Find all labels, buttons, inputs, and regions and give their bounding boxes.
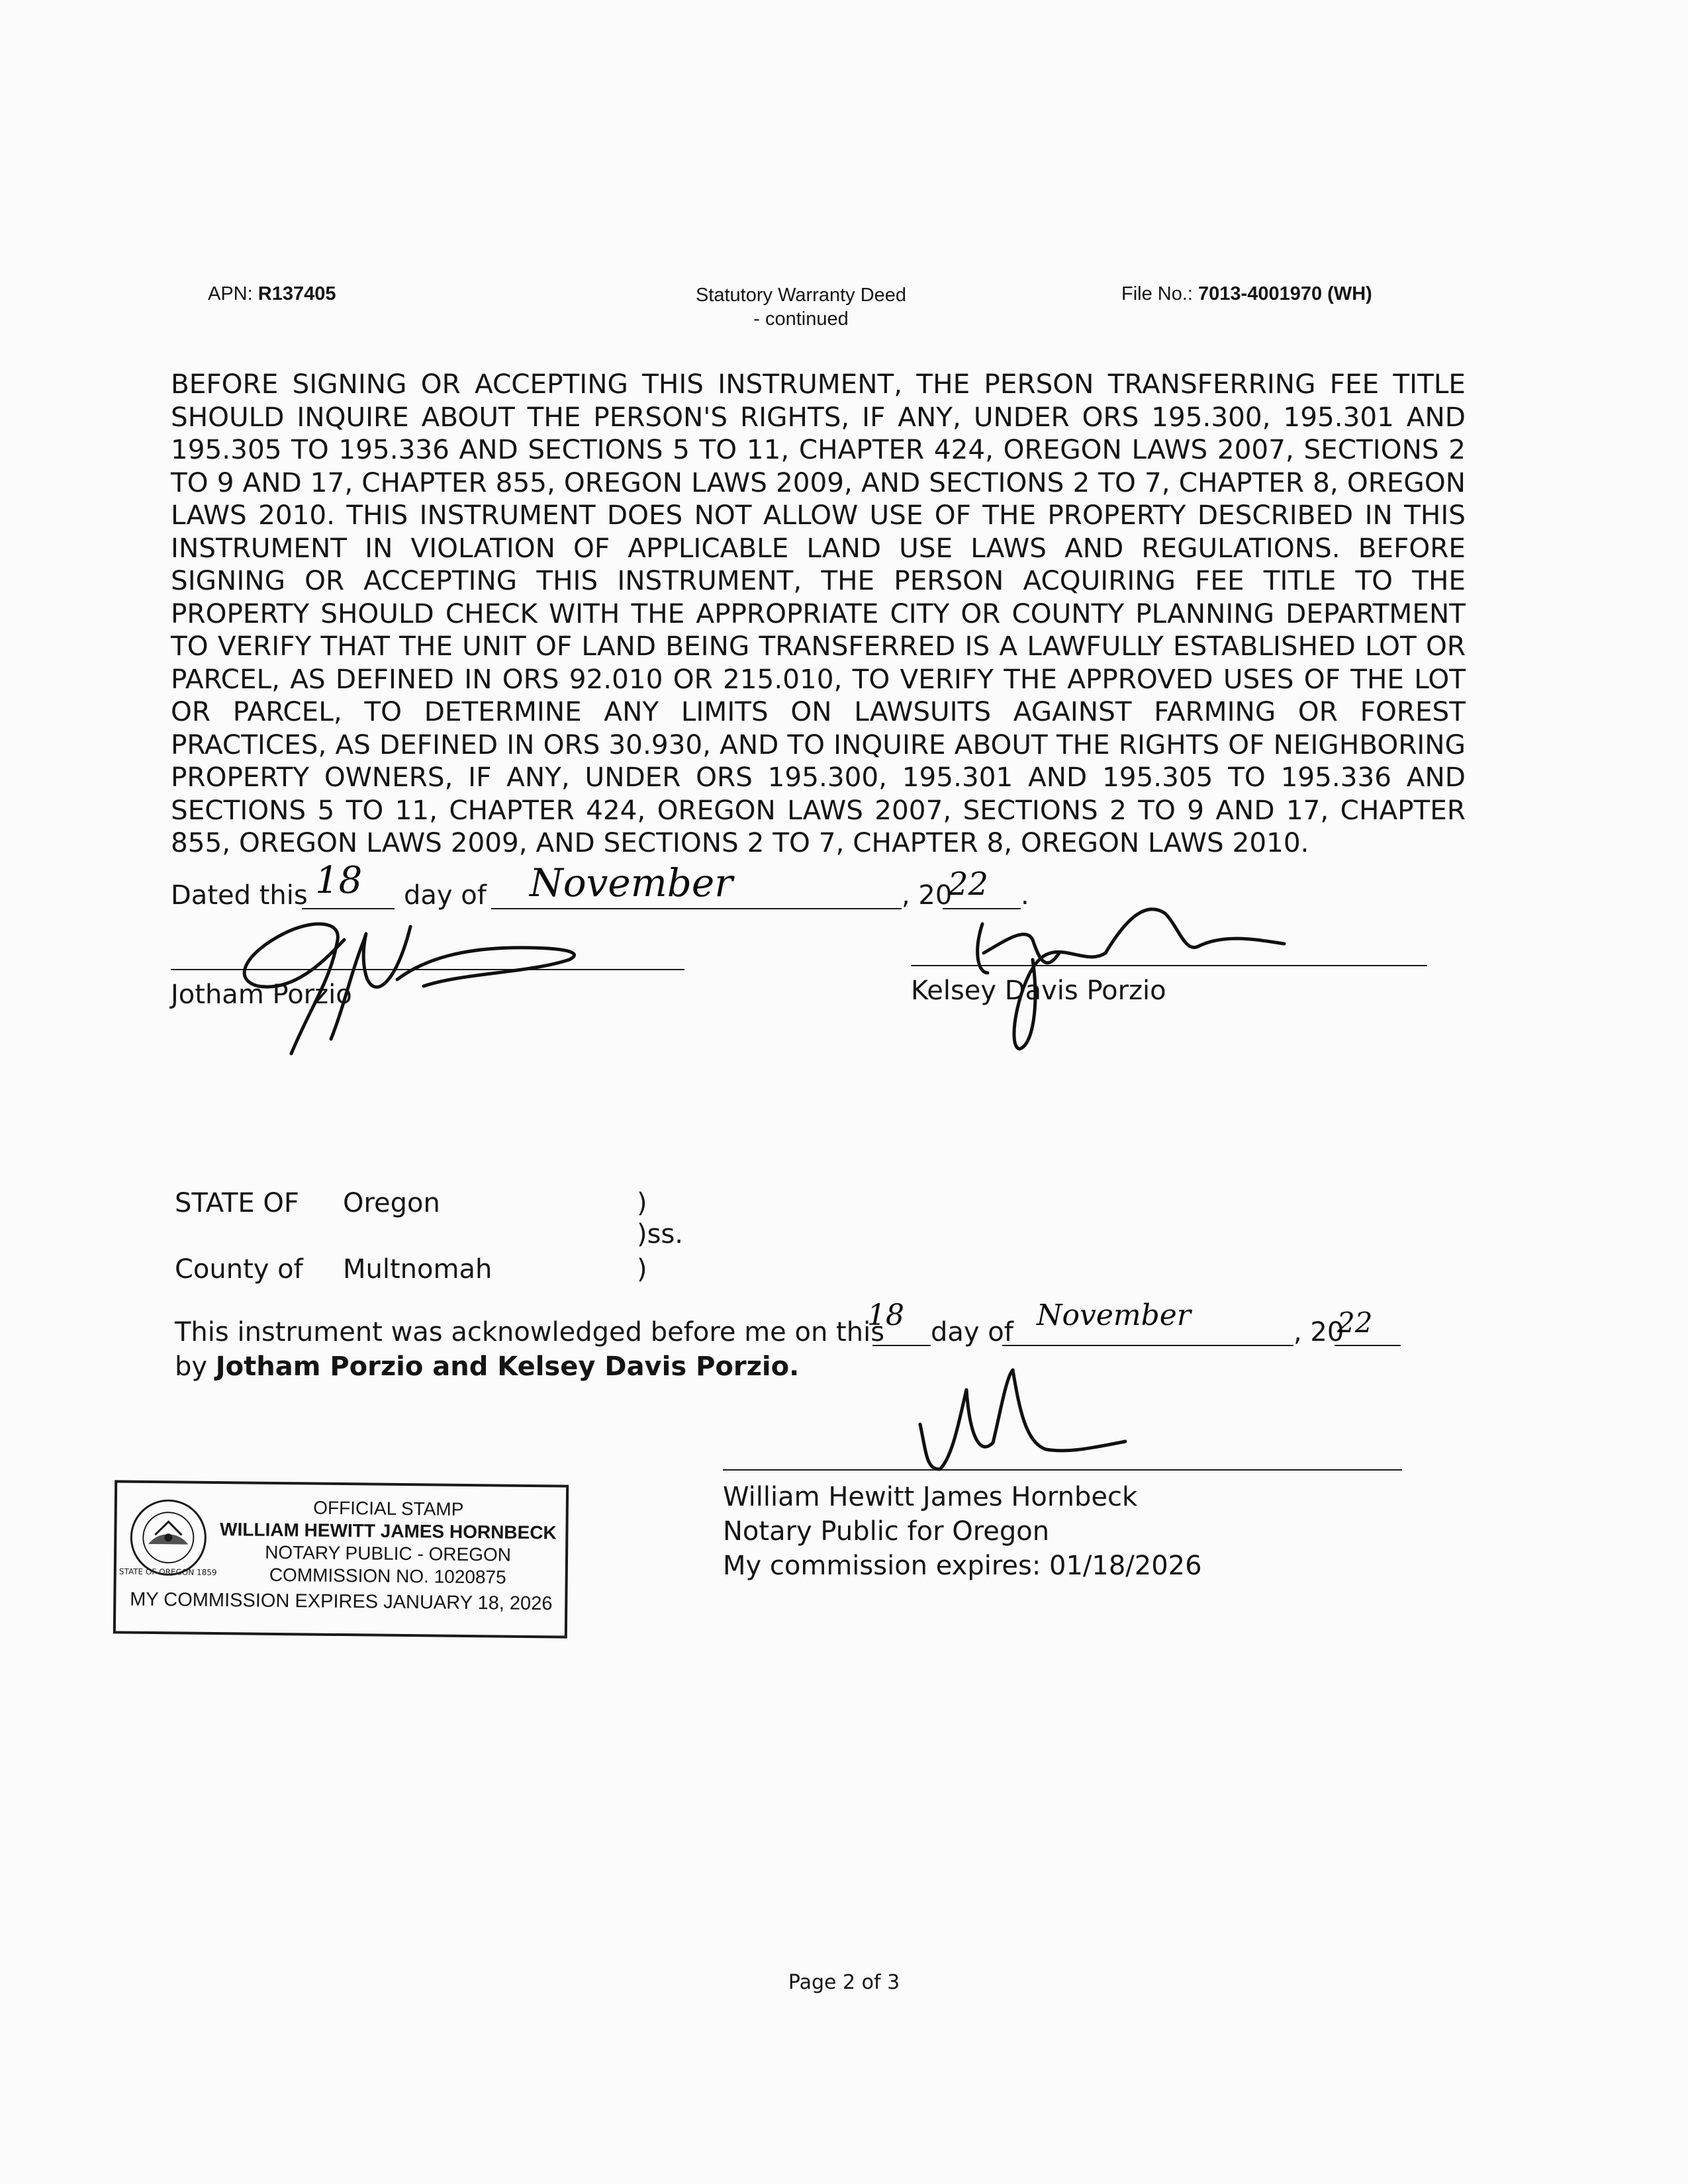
- dated-year-prefix: , 20: [902, 880, 953, 911]
- county-value: Multnomah: [343, 1254, 492, 1285]
- stamp-line4: COMMISSION NO. 1020875: [269, 1564, 506, 1588]
- statutory-notice: BEFORE SIGNING OR ACCEPTING THIS INSTRUMENT, THE PERSON TRANSFERRING FEE TITLE SHOULD INQUIRE ABOUT THE PERSON'S RIGHTS, IF ANY, UNDER ORS 195.300, 195.301 AND 195.305 TO 195.336 AND SECTIONS 5 TO 11, CHAPTER 424, OREGON LAWS 2007, SECTIONS 2 TO 9 AND 17, CHAPTER 855, OREGON LAWS 2009, AND SECTIONS 2 TO 7, CHAPTER 8, OREGON LAWS 2010. THIS INSTRUMENT DOES NOT ALLOW USE OF THE PROPERTY DESCRIBED IN THIS INSTRUMENT IN VIOLATION OF APPLICABLE LAND USE LAWS AND REGULATIONS. BEFORE SIGNING OR ACCEPTING THIS INSTRUMENT, THE PERSON ACQUIRING FEE TITLE TO THE PROPERTY SHOULD CHECK WITH THE APPROPRIATE CITY OR COUNTY PLANNING DEPARTMENT TO VERIFY THAT THE UNIT OF LAND BEING TRANSFERRED IS A LAWFULLY ESTABLISHED LOT OR PARCEL, AS DEFINED IN ORS 92.010 OR 215.010, TO VERIFY THE APPROVED USES OF THE LOT OR PARCEL, TO DETERMINE ANY LIMITS ON LAWSUITS AGAINST FARMING OR FOREST PRACTICES, AS DEFINED IN ORS 30.930, AND TO INQUIRE ABOUT THE RIGHTS OF NEIGHBORING PROPERTY OWNERS, IF ANY, UNDER ORS 195.300, 195.301 AND 195.305 TO 195.336 AND SECTIONS 5 TO 11, CHAPTER 424, OREGON LAWS 2007, SECTIONS 2 TO 9 AND 17, CHAPTER 855, OREGON LAWS 2009, AND SECTIONS 2 TO 7, CHAPTER 8, OREGON LAWS 2010.: [171, 368, 1466, 858]
- ack-year-handwritten: 22: [1337, 1306, 1373, 1339]
- oregon-seal-icon: [118, 1498, 217, 1578]
- ack-month-handwritten: November: [1037, 1298, 1191, 1332]
- stamp-line2-text: WILLIAM HEWITT JAMES HORNBECK: [219, 1519, 557, 1543]
- dated-day-handwritten: 18: [315, 859, 363, 902]
- stamp-line2: [209, 1518, 567, 1544]
- ack-year-prefix: , 20: [1293, 1317, 1344, 1347]
- venue-ss: )ss.: [637, 1219, 683, 1250]
- official-stamp: [113, 1480, 569, 1638]
- notary-block: [723, 1480, 1202, 1583]
- seal-text: STATE OF OREGON 1859: [118, 1567, 217, 1578]
- ack-by-prefix: by: [175, 1351, 208, 1382]
- stamp-line1: OFFICIAL STAMP: [313, 1497, 464, 1520]
- notary-signature-line: [723, 1469, 1402, 1471]
- ack-prefix: This instrument was acknowledged before me on this: [175, 1317, 885, 1347]
- stamp-line3: NOTARY PUBLIC - OREGON: [265, 1541, 512, 1565]
- notary-name: William Hewitt James Hornbeck: [723, 1482, 1138, 1512]
- dated-suffix: .: [1021, 880, 1029, 911]
- venue-paren-close: ): [637, 1254, 647, 1285]
- doc-subtitle: - continued: [753, 308, 849, 330]
- state-value: Oregon: [343, 1188, 440, 1218]
- dated-prefix: Dated this: [171, 880, 308, 911]
- ack-day-handwritten: 18: [867, 1298, 904, 1332]
- county-label: County of: [175, 1254, 303, 1285]
- stamp-line5: MY COMMISSION EXPIRES JANUARY 18, 2026: [130, 1588, 553, 1615]
- dated-middle: day of: [404, 880, 487, 911]
- apn-label: APN:: [208, 283, 253, 304]
- file-value: 7013-4001970 (WH): [1198, 283, 1372, 304]
- dated-month-handwritten: November: [530, 860, 733, 905]
- signer-name-left: Jotham Porzio: [171, 979, 352, 1010]
- doc-title: Statutory Warranty Deed: [695, 285, 907, 306]
- apn-value: R137405: [258, 283, 336, 304]
- file-label: File No.:: [1121, 283, 1193, 304]
- ack-middle: day of: [931, 1317, 1013, 1347]
- notary-title: Notary Public for Oregon: [723, 1516, 1050, 1547]
- ack-month-line: [1002, 1345, 1293, 1346]
- ack-by-names: Jotham Porzio and Kelsey Davis Porzio.: [215, 1351, 800, 1382]
- dated-year-handwritten: 22: [948, 866, 989, 903]
- ack-day-line: [872, 1345, 931, 1346]
- notary-expires: My commission expires: 01/18/2026: [723, 1551, 1202, 1581]
- ack-year-line: [1335, 1345, 1401, 1346]
- state-label: STATE OF: [175, 1188, 299, 1218]
- venue-paren-open: ): [637, 1188, 647, 1218]
- ack-by: [175, 1351, 799, 1382]
- page-number: Page 2 of 3: [788, 1971, 900, 1994]
- signer-name-right: Kelsey Davis Porzio: [911, 976, 1166, 1006]
